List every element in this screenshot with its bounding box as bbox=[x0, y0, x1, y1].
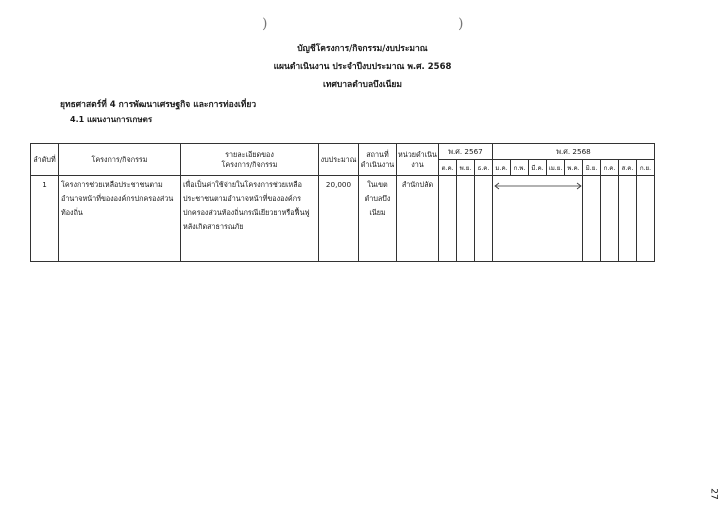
col-place-label: สถานที่ดำเนินงาน bbox=[360, 149, 395, 169]
col-project-label: โครงการ/กิจกรรม bbox=[91, 154, 148, 164]
header-plan-year: แผนดำเนินงาน ประจำปีงบประมาณ พ.ศ. 2568 bbox=[273, 62, 452, 72]
month-apr: เม.ย. bbox=[547, 160, 565, 176]
year-2567-header: พ.ศ. 2567 bbox=[439, 144, 493, 160]
cell-jun bbox=[583, 176, 601, 262]
month-dec: ธ.ค. bbox=[475, 160, 493, 176]
row-project: โครงการช่วยเหลือประชาชนตามอำนาจหน้าที่ขององค์กรปกครองส่วนท้องถิ่น bbox=[59, 176, 181, 262]
col-budget-header bbox=[319, 144, 359, 176]
month-feb: ก.พ. bbox=[511, 160, 529, 176]
col-no-label: ลำดับที่ bbox=[33, 154, 56, 164]
double-arrow-icon bbox=[493, 182, 583, 190]
month-mar: มี.ค. bbox=[529, 160, 547, 176]
row-unit: สำนักปลัด bbox=[397, 176, 439, 262]
month-oct: ต.ค. bbox=[439, 160, 457, 176]
month-jun: มิ.ย. bbox=[583, 160, 601, 176]
year-2568-header: พ.ศ. 2568 bbox=[493, 144, 655, 160]
col-place-header bbox=[359, 144, 397, 176]
row-detail: เพื่อเป็นค่าใช้จ่ายในโครงการช่วยเหลือประชาชนตามอำนาจหน้าที่ขององค์กรปกครองส่วนท้องถิ่นกรณีเยียวยาหรือฟื้นฟูหลังเกิดสาธารณภัย bbox=[181, 176, 319, 262]
header-title: บัญชีโครงการ/กิจกรรม/งบประมาณ bbox=[297, 44, 428, 54]
scan-mark-left: ) bbox=[262, 16, 268, 32]
plan-heading: 4.1 แผนงานการเกษตร bbox=[70, 115, 153, 124]
col-project-header bbox=[59, 144, 181, 176]
col-unit-header bbox=[397, 144, 439, 176]
schedule-label bbox=[538, 176, 539, 177]
cell-jul bbox=[601, 176, 619, 262]
cell-sep bbox=[637, 176, 655, 262]
col-unit-label: หน่วยดำเนินงาน bbox=[398, 149, 437, 169]
cell-dec bbox=[475, 176, 493, 262]
row-no: 1 bbox=[31, 176, 59, 262]
col-budget-label: งบประมาณ bbox=[320, 154, 357, 164]
header-municipality: เทศบาลตำบลบึงเนียม bbox=[322, 80, 403, 90]
row-place-text: ในเขตตำบลบึงเนียม bbox=[364, 180, 391, 217]
month-may: พ.ค. bbox=[565, 160, 583, 176]
project-table bbox=[30, 143, 655, 262]
scan-mark-right: ) bbox=[458, 16, 464, 32]
cell-aug bbox=[619, 176, 637, 262]
row-budget: 20,000 bbox=[319, 176, 359, 262]
page-number: 27 bbox=[708, 488, 719, 500]
strategy-heading: ยุทธศาสตร์ที่ 4 การพัฒนาเศรษฐกิจ และการท่องเที่ยว bbox=[60, 100, 257, 110]
month-sep: ก.ย. bbox=[637, 160, 655, 176]
cell-nov bbox=[457, 176, 475, 262]
month-jul: ก.ค. bbox=[601, 160, 619, 176]
month-aug: ส.ค. bbox=[619, 160, 637, 176]
table-row bbox=[31, 176, 655, 262]
row-place bbox=[359, 176, 397, 262]
month-nov: พ.ย. bbox=[457, 160, 475, 176]
col-detail-header bbox=[181, 144, 319, 176]
month-jan: ม.ค. bbox=[493, 160, 511, 176]
col-no-header bbox=[31, 144, 59, 176]
schedule-span bbox=[493, 176, 583, 262]
cell-oct bbox=[439, 176, 457, 262]
col-detail-label: รายละเอียดของโครงการ/กิจกรรม bbox=[221, 149, 278, 169]
